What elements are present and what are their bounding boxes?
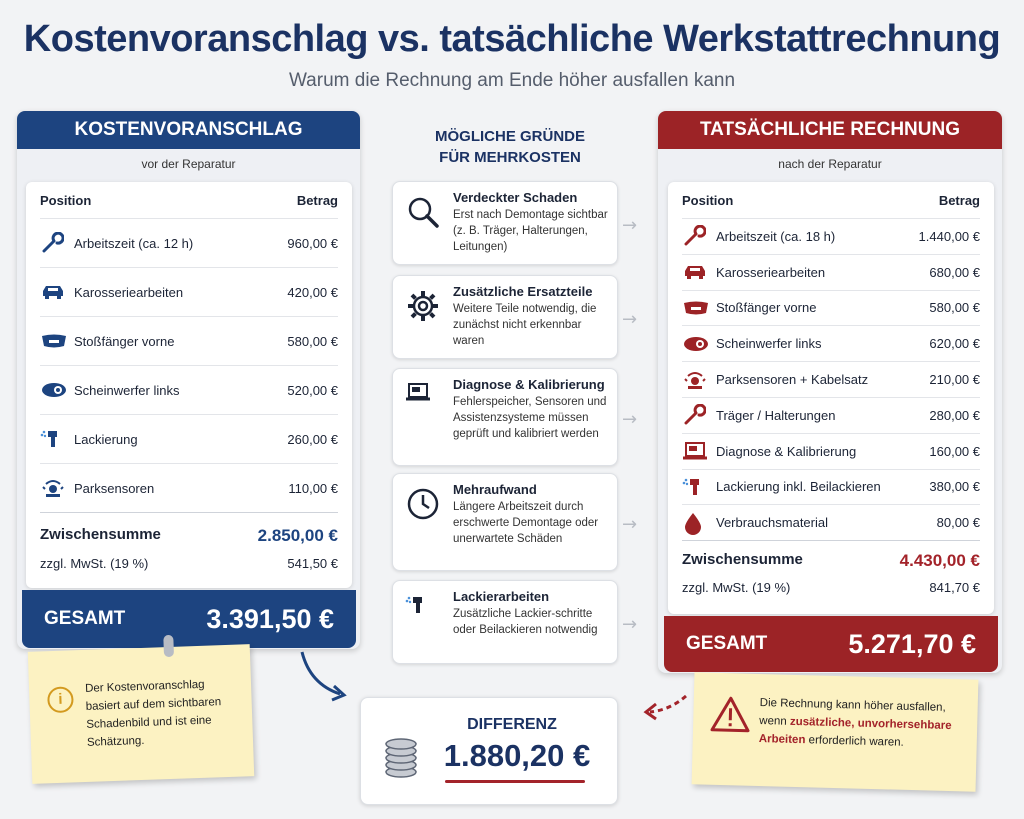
row-amount: 280,00 € (929, 407, 980, 423)
invoice-subtotal-row (682, 540, 980, 571)
reason-text: Zusätzliche Lackier-schritte oder Beilackieren notwendig (453, 608, 598, 636)
arrow-to-difference-icon (296, 648, 356, 704)
invoice-table (668, 182, 994, 614)
arrow-right-icon: → (622, 309, 638, 330)
reason-title: Verdeckter Schaden (453, 190, 578, 205)
parking-sensor-icon (682, 369, 716, 391)
arrow-right-icon: → (622, 409, 638, 430)
row-label: Träger / Halterungen (716, 407, 836, 423)
estimate-vat-value: 541,50 € (287, 556, 338, 571)
car-icon (682, 261, 716, 283)
invoice-total-bar (664, 616, 998, 672)
row-amount: 260,00 € (287, 431, 338, 447)
warning-icon (709, 695, 752, 734)
estimate-table (26, 182, 352, 588)
row-amount: 620,00 € (929, 336, 980, 352)
table-row (682, 254, 980, 290)
row-amount: 580,00 € (929, 300, 980, 316)
estimate-subtotal-value: 2.850,00 € (257, 526, 338, 545)
laptop-diagnostic-icon (682, 440, 716, 462)
bumper-icon (40, 330, 74, 352)
col-position: Position (40, 192, 92, 208)
laptop-diagnostic-icon (405, 381, 441, 417)
reason-card (392, 473, 618, 571)
reason-card (392, 368, 618, 466)
row-label: Verbrauchsmaterial (716, 515, 828, 531)
coins-icon (381, 734, 421, 778)
table-row (40, 365, 338, 414)
wrench-icon (682, 225, 716, 247)
estimate-subtotal-row (40, 512, 338, 546)
parking-sensor-icon (40, 477, 74, 499)
reason-title: Lackierarbeiten (453, 589, 550, 604)
estimate-total-bar (22, 590, 356, 648)
reason-title: Mehraufwand (453, 482, 537, 497)
gear-icon (405, 288, 441, 324)
row-label: Karosseriearbeiten (74, 284, 184, 300)
reason-text: Längere Arbeitszeit durch erschwerte Demontage oder unerwartete Schäden (453, 501, 599, 545)
clock-icon (405, 486, 441, 522)
table-row (682, 290, 980, 326)
page-title: Kostenvoranschlag vs. tatsächliche Werkstattrechnung (23, 18, 1001, 60)
row-label: Lackierung inkl. Beilackieren (716, 479, 881, 495)
headlight-icon (40, 379, 74, 401)
reason-text: Fehlerspeicher, Sensoren und Assistenzsysteme müssen geprüft und kalibriert werden (453, 396, 607, 440)
col-amount: Betrag (296, 192, 338, 208)
row-amount: 520,00 € (287, 382, 338, 398)
row-amount: 160,00 € (929, 443, 980, 459)
row-label: Stoßfänger vorne (74, 333, 175, 349)
magnifier-icon (405, 194, 441, 230)
estimate-vat-label: zzgl. MwSt. (19 %) (40, 556, 149, 571)
row-label: Parksensoren + Kabelsatz (716, 372, 869, 388)
bumper-icon (682, 297, 716, 319)
row-label: Karosseriearbeiten (716, 264, 826, 280)
table-row (682, 397, 980, 433)
invoice-vat-label: zzgl. MwSt. (19 %) (682, 580, 791, 596)
table-row (682, 469, 980, 505)
col-amount: Betrag (938, 192, 980, 208)
row-label: Parksensoren (74, 480, 155, 496)
invoice-rows (668, 218, 994, 540)
table-row (682, 504, 980, 540)
arrow-right-icon: → (622, 215, 638, 236)
spray-gun-icon (682, 476, 716, 498)
page-subtitle: Warum die Rechnung am Ende höher ausfallen kann (288, 70, 736, 91)
row-amount: 380,00 € (929, 479, 980, 495)
table-row (682, 361, 980, 397)
estimate-header: KOSTENVORANSCHLAG (17, 111, 360, 149)
table-row (682, 218, 980, 254)
invoice-vat-row (682, 571, 980, 595)
row-label: Scheinwerfer links (74, 382, 180, 398)
table-row (682, 433, 980, 469)
row-amount: 680,00 € (929, 264, 980, 280)
row-label: Diagnose & Kalibrierung (716, 443, 857, 459)
invoice-total-label: GESAMT (686, 633, 768, 654)
difference-label: DIFFERENZ (467, 716, 557, 733)
invoice-note-highlight: zusätzliche, unvorhersehbare Arbeiten (758, 715, 952, 747)
estimate-vat-row (40, 546, 338, 571)
reasons-title-line1: MÖGLICHE GRÜNDE (435, 128, 585, 145)
estimate-subtotal-label: Zwischensumme (40, 526, 161, 543)
spray-gun-icon (405, 593, 441, 629)
reason-card (392, 181, 618, 265)
reason-card (392, 580, 618, 664)
row-label: Arbeitszeit (ca. 18 h) (716, 228, 836, 244)
row-amount: 580,00 € (287, 333, 338, 349)
reasons-title (395, 126, 625, 168)
estimate-rows (26, 218, 352, 512)
invoice-note-text-1: Die Rechnung kann höher ausfallen, wenn (759, 697, 946, 728)
reason-title: Diagnose & Kalibrierung (453, 377, 605, 392)
arrow-right-icon: → (622, 514, 638, 535)
invoice-note (692, 672, 979, 791)
invoice-subtotal-label: Zwischensumme (682, 551, 803, 569)
row-label: Stoßfänger vorne (716, 300, 817, 316)
estimate-table-header (26, 182, 352, 218)
estimate-note-text: Der Kostenvoranschlag basiert auf dem sichtbaren Schadenbild und ist eine Schätzung. (84, 678, 222, 749)
headlight-icon (682, 333, 716, 355)
estimate-total-label: GESAMT (44, 608, 126, 629)
invoice-total-value: 5.271,70 € (848, 628, 976, 659)
estimate-note (28, 644, 254, 784)
table-row (40, 414, 338, 463)
table-row (40, 316, 338, 365)
row-label: Lackierung (74, 431, 138, 447)
row-amount: 110,00 € (288, 480, 338, 496)
wrench-icon (40, 232, 74, 254)
table-row (40, 267, 338, 316)
spray-gun-icon (40, 428, 74, 450)
difference-underline (445, 780, 585, 783)
reason-title: Zusätzliche Ersatzteile (453, 284, 593, 299)
row-amount: 80,00 € (936, 515, 980, 531)
row-label: Arbeitszeit (ca. 12 h) (74, 235, 194, 251)
difference-value: 1.880,20 € (443, 738, 591, 773)
row-label: Scheinwerfer links (716, 336, 822, 352)
arrow-right-icon: → (622, 614, 638, 635)
reasons-title-line2: FÜR MEHRKOSTEN (439, 149, 581, 166)
invoice-table-header (668, 182, 994, 218)
invoice-subtotal-value: 4.430,00 € (899, 551, 980, 571)
row-amount: 420,00 € (287, 284, 338, 300)
pin-icon (163, 635, 174, 657)
invoice-note-text (759, 694, 966, 753)
info-icon: i (47, 686, 74, 713)
dashed-arrow-icon (640, 692, 690, 722)
table-row (40, 463, 338, 512)
reason-text: Weitere Teile notwendig, die zunächst nicht erkennbar waren (453, 303, 597, 347)
estimate-subheader: vor der Reparatur (17, 149, 360, 179)
wrench-icon (682, 404, 716, 426)
table-row (682, 325, 980, 361)
row-amount: 960,00 € (287, 235, 338, 251)
estimate-total-value: 3.391,50 € (206, 603, 334, 634)
invoice-note-text-2: erforderlich waren. (805, 734, 904, 749)
difference-box (360, 697, 618, 805)
table-row (40, 218, 338, 267)
drop-icon (682, 512, 716, 534)
reason-text: Erst nach Demontage sichtbar (z. B. Träger, Halterungen, Leitungen) (453, 209, 608, 253)
reason-card (392, 275, 618, 359)
row-amount: 1.440,00 € (918, 228, 980, 244)
row-amount: 210,00 € (929, 372, 980, 388)
car-icon (40, 281, 74, 303)
col-position: Position (682, 192, 734, 208)
invoice-subheader: nach der Reparatur (658, 149, 1002, 179)
invoice-vat-value: 841,70 € (929, 580, 980, 596)
invoice-header: TATSÄCHLICHE RECHNUNG (658, 111, 1002, 149)
